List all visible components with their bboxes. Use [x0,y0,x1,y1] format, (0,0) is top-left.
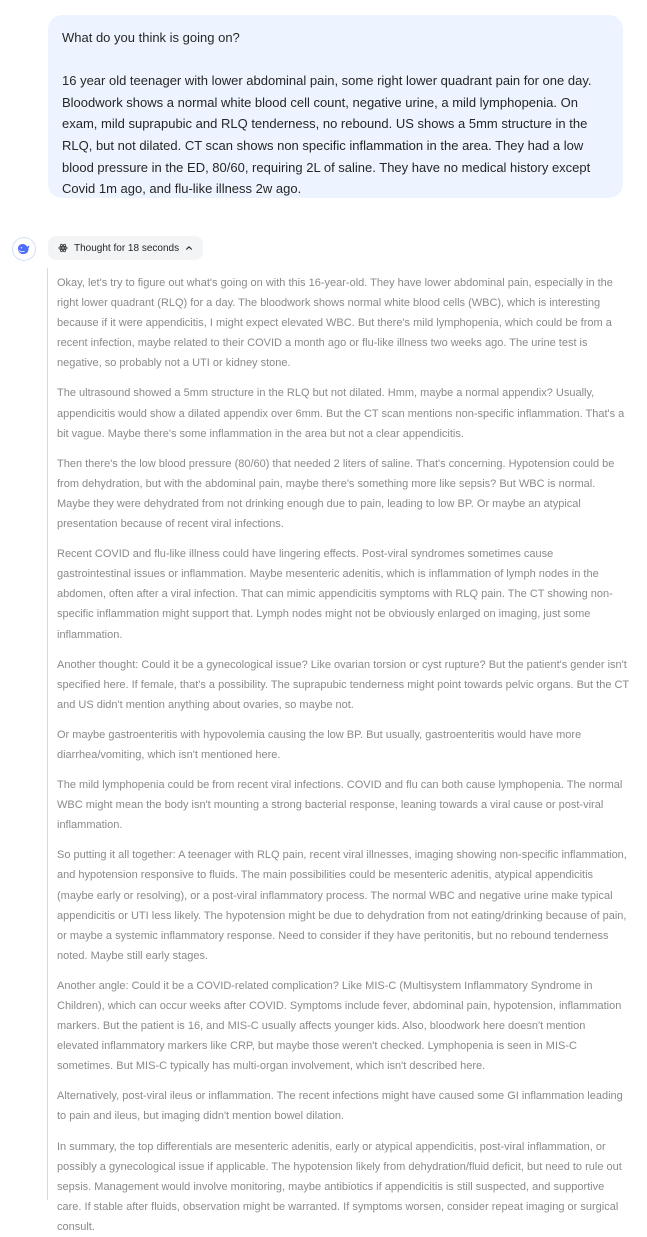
reasoning-paragraph: Alternatively, post-viral ileus or inflammation. The recent infections might have caused some GI inflammation leading to pain and ileus, but imaging didn't mention bowel dilation. [57,1090,623,1123]
user-message-bubble [48,15,623,198]
reasoning-paragraph: Then there's the low blood pressure (80/60) that needed 2 liters of saline. That's concerning. Hypotension could be from dehydration, but with the abdominal pain, maybe there's something more like sepsis? But WBC is normal. Maybe they were dehydrated from not drinking enough due to pain, leading to low BP. Or maybe an atypical presentation because of recent viral infections. [57,457,615,531]
reasoning-content [47,268,629,1233]
reasoning-paragraph: The ultrasound showed a 5mm structure in the RLQ but not dilated. Hmm, maybe a normal appendix? Usually, appendicitis would show a dilated appendix over 6mm. But the CT scan mentions non-specific inflammation. That's a bit vague. Maybe there's some inflammation in the area but not a clear appendicitis. [57,387,625,440]
reasoning-paragraph: In summary, the top differentials are mesenteric adenitis, early or atypical appendicitis, post-viral inflammation, or possibly a gynecological issue if applicable. The hypotension likely from dehydration/fluid deficit, but need to rule out sepsis. Management would involve monitoring, maybe antibiotics if appendicitis is still suspected, and supportive care. If stable after fluids, observation might be warranted. If symptoms worsen, consider repeat imaging or surgical consult. [57,1140,622,1233]
reasoning-paragraph: Another angle: Could it be a COVID-related complication? Like MIS-C (Multisystem Inflammatory Syndrome in Children), which can occur weeks after COVID. Symptoms include fever, abdominal pain, hypotension, inflammation markers. But the patient is 16, and MIS-C usually affects younger kids. Also, bloodwork here doesn't mention elevated inflammatory markers like CRP, but maybe those weren't checked. Lymphopenia is seen in MIS-C sometimes. But MIS-C typically has multi-organ involvement, which isn't described here. [57,979,622,1073]
user-question: What do you think is going on? [62,30,240,45]
thought-toggle-label: Thought for 18 seconds [74,242,180,254]
atom-icon [58,243,68,253]
user-case-description: 16 year old teenager with lower abdominal pain, some right lower quadrant pain for one day. Bloodwork shows a normal white blood cell count, negative urine, a mild lymphopenia. On exam, mild suprapubic and RLQ tenderness, no rebound. US shows a 5mm structure in the RLQ, but not dilated. CT scan shows non specific inflammation in the area. They had a low blood pressure in the ED, 80/60, requiring 2L of saline. They have no medical history except Covid 1m ago, and flu-like illness 2w ago. [62,73,592,197]
reasoning-paragraph: Okay, let's try to figure out what's going on with this 16-year-old. They have lower abdominal pain, especially in the right lower quadrant (RLQ) for a day. The bloodwork shows normal white blood cells (WBC), which is interesting because if it were appendicitis, I might expect elevated WBC. But there's mild lymphopenia, which could be from a recent infection, maybe related to their COVID a month ago or flu-like illness two weeks ago. The urine test is negative, so probably not a UTI or kidney stone. [57,277,613,370]
reasoning-paragraph: Another thought: Could it be a gynecological issue? Like ovarian torsion or cyst rupture? But the patient's gender isn't specified here. If female, that's a possibility. The suprapubic tenderness might point towards pelvic organs. But the CT and US didn't mention anything about ovaries, so maybe not. [57,658,629,711]
reasoning-paragraph: So putting it all together: A teenager with RLQ pain, recent viral illnesses, imaging showing non-specific inflammation, and hypotension responsive to fluids. The main possibilities could be mesenteric adenitis, atypical appendicitis (maybe early or resolving), or a post-viral inflammatory process. The normal WBC and negative urine make typical appendicitis or UTI less likely. The hypotension might be due to dehydration from not eating/drinking because of pain, or maybe a systemic inflammatory response. Need to consider if they have peritonitis, but no rebound tenderness noted. Maybe still early stages. [57,849,627,962]
thought-toggle-button[interactable] [48,236,203,260]
whale-logo-icon [12,237,36,261]
reasoning-paragraph: The mild lymphopenia could be from recent viral infections. COVID and flu can both cause lymphopenia. The normal WBC might mean the body isn't mounting a strong bacterial response, leaning towards a viral cause or post-viral inflammation. [57,779,623,832]
reasoning-paragraph: Or maybe gastroenteritis with hypovolemia causing the low BP. But usually, gastroenteritis would have more diarrhea/vomiting, which isn't mentioned here. [57,728,582,761]
chevron-up-icon [185,244,193,252]
reasoning-paragraph: Recent COVID and flu-like illness could have lingering effects. Post-viral syndromes sometimes cause gastrointestinal issues or inflammation. Maybe mesenteric adenitis, which is inflammation of lymph nodes in the abdomen, often after a viral infection. That can mimic appendicitis symptoms with RLQ pain. The CT showing non-specific inflammation might support that. Lymph nodes might not be obviously enlarged on imaging, just some inflammation. [57,548,613,641]
